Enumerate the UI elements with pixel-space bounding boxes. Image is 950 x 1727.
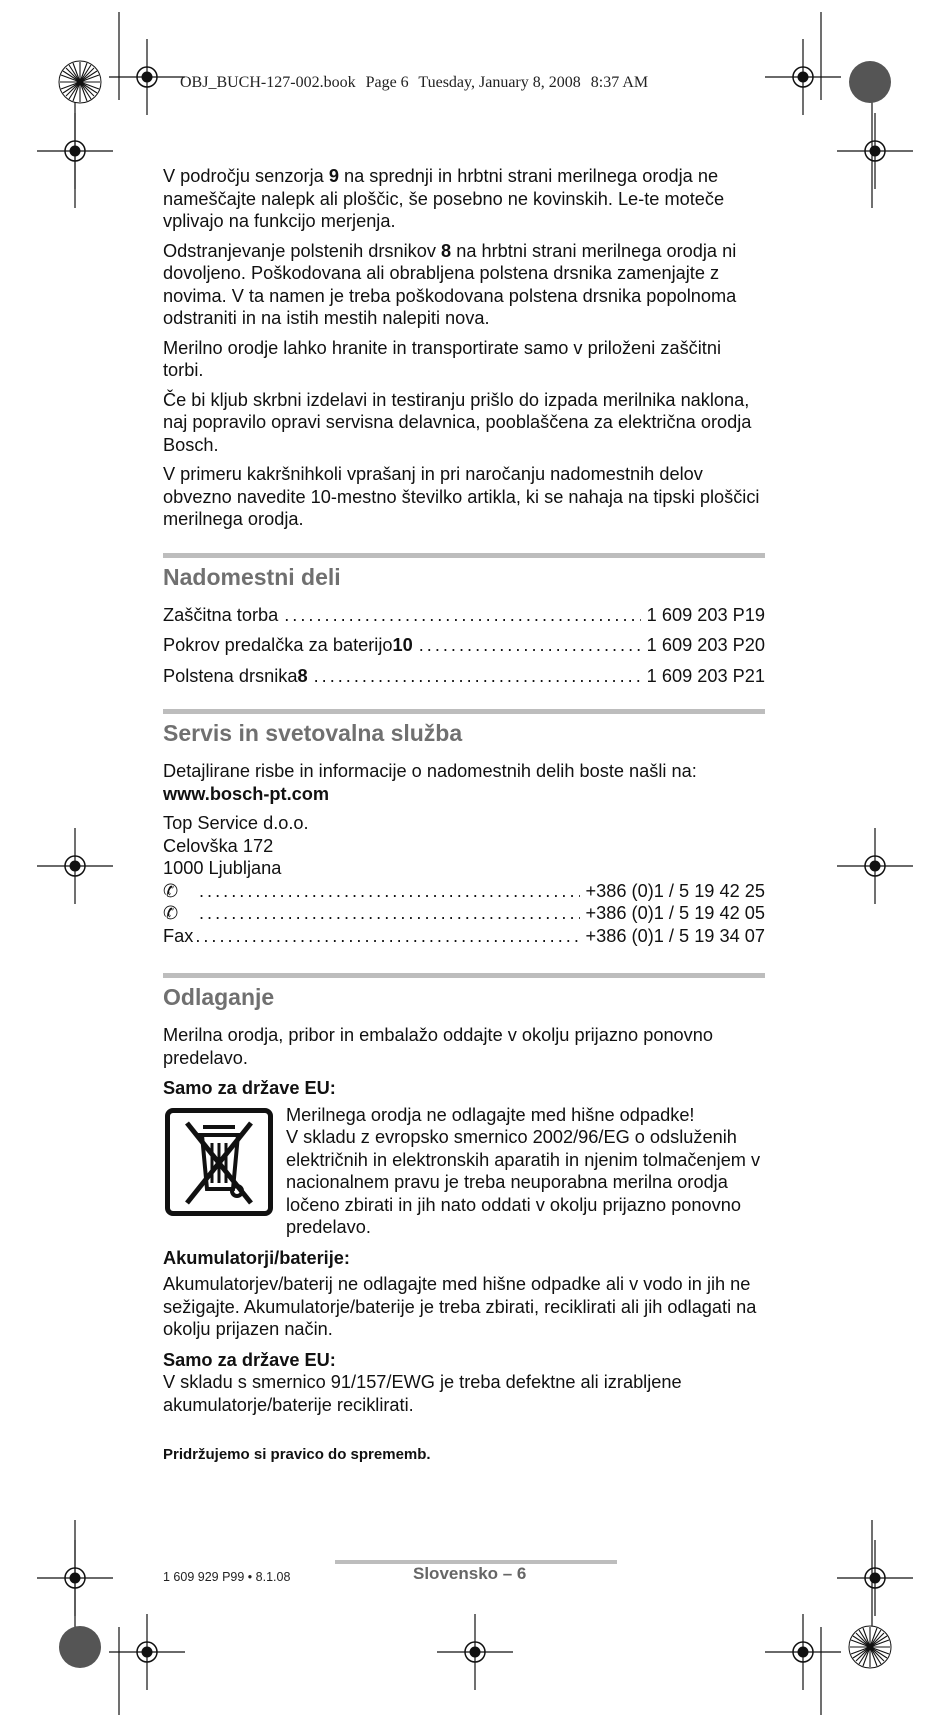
eu-text: Merilnega orodja ne odlagajte med hišne odpadke!	[286, 1104, 695, 1125]
part-number: 1 609 203 P19	[646, 604, 765, 625]
header-file: OBJ_BUCH-127-002.book	[180, 74, 356, 91]
spare-part-row: Zaščitna torba ..... 1 609 203 P19	[163, 604, 765, 627]
header-page: Page 6	[365, 74, 409, 91]
change-notice: Pridržujemo si pravico do sprememb.	[163, 1446, 431, 1463]
intro-paragraph: V primeru kakršnihkoli vprašanj in pri naročanju nadomestnih delov obvezno navedite 10-mestno številko artikla, ki se nahaja na tipski ploščici merilnega orodja.	[163, 464, 760, 529]
eu-text-directive: V skladu z evropsko smernico 2002/96/EG o odsluženih električnih in elektronskih aparatih in njenim tolmačenjem v nacionalnem pravu je treba neuporabna merilna orodja ločeno zbirati in jih nato oddati v okolju prijazno ponovno predelavo.	[286, 1127, 761, 1237]
intro-paragraph: Če bi kljub skrbni izdelavi in testiranju prišlo do izpada merilnika naklona, naj popravilo opravi servisna delavnica, pooblaščena za električna orodja Bosch.	[163, 389, 752, 455]
battery-text: Akumulatorjev/baterij ne odlagajte med hišne odpadke ali v vodo in jih ne sežigajte. Akumulatorje/baterije je treba zbirati, reciklirati ali jih odlagati na okolju prijazen način.	[163, 1274, 757, 1339]
service-heading: Servis in svetovalna služba	[163, 709, 765, 748]
page-content	[163, 165, 765, 1467]
telephone-icon: ✆	[163, 880, 179, 901]
spare-parts-heading: Nadomestni deli	[163, 553, 765, 592]
spare-part-row: Pokrov predalčka za baterijo 10 ..... 1 609 203 P20	[163, 634, 765, 657]
service-info: Detajlirane risbe in informacije o nadomestnih delih boste našli na: www.bosch-pt.com	[163, 761, 697, 804]
intro-paragraph: Odstranjevanje polstenih drsnikov 8 na hrbtni strani merilnega orodja ni dovoljeno. Poškodovana ali obrabljena polstena drsnika zamenjajte z novima. V ta namen je treba poškodovana polstena drsnika popolnoma odstraniti in na istih mestih nalepiti nova.	[163, 240, 737, 328]
battery-eu-text: V skladu s smernico 91/157/EWG je treba defektne ali izrabljene akumulatorje/baterije reciklirati.	[163, 1372, 682, 1415]
crossed-out-wheelie-bin-icon	[165, 1108, 273, 1216]
part-number: 1 609 203 P21	[646, 665, 765, 686]
header-date: Tuesday, January 8, 2008	[418, 74, 581, 91]
telephone-icon: ✆	[163, 903, 179, 923]
footer-code: 1 609 929 P99 • 8.1.08	[163, 1570, 291, 1584]
intro-paragraph: Merilno orodje lahko hranite in transportirate samo v priloženi zaščitni torbi.	[163, 337, 722, 380]
disposal-heading: Odlaganje	[163, 973, 765, 1012]
battery-heading: Akumulatorji/baterije:	[163, 1247, 350, 1268]
weee-block	[163, 1104, 765, 1239]
footer-page-label: Slovensko – 6	[413, 1564, 527, 1583]
eu-heading: Samo za države EU:	[163, 1078, 336, 1098]
battery-eu-heading: Samo za države EU:	[163, 1349, 336, 1370]
part-number: 1 609 203 P20	[646, 635, 765, 655]
spare-part-row: Polstena drsnika 8 ..... 1 609 203 P21	[163, 665, 765, 688]
print-header	[180, 74, 654, 92]
header-time: 8:37 AM	[590, 74, 649, 91]
service-url-link[interactable]: www.bosch-pt.com	[163, 783, 330, 804]
contact-row-phone: ✆ ..... +386 (0)1 / 5 19 42 25	[163, 880, 765, 903]
intro-paragraph: V področju senzorja 9 na sprednji in hrbtni strani merilnega orodja ne nameščajte nalepk ali ploščic, še posebno ne kovinskih. Le-te moteče vplivajo na funkcijo merjenja.	[163, 166, 725, 231]
service-address: Top Service d.o.o. Celovška 172 1000 Ljubljana	[163, 813, 309, 878]
disposal-text: Merilna orodja, pribor in embalažo oddajte v okolju prijazno ponovno predelavo.	[163, 1025, 713, 1068]
contact-row-fax: Fax ..... +386 (0)1 / 5 19 34 07	[163, 925, 765, 948]
contact-row-phone: ✆ ..... +386 (0)1 / 5 19 42 05	[163, 902, 765, 925]
